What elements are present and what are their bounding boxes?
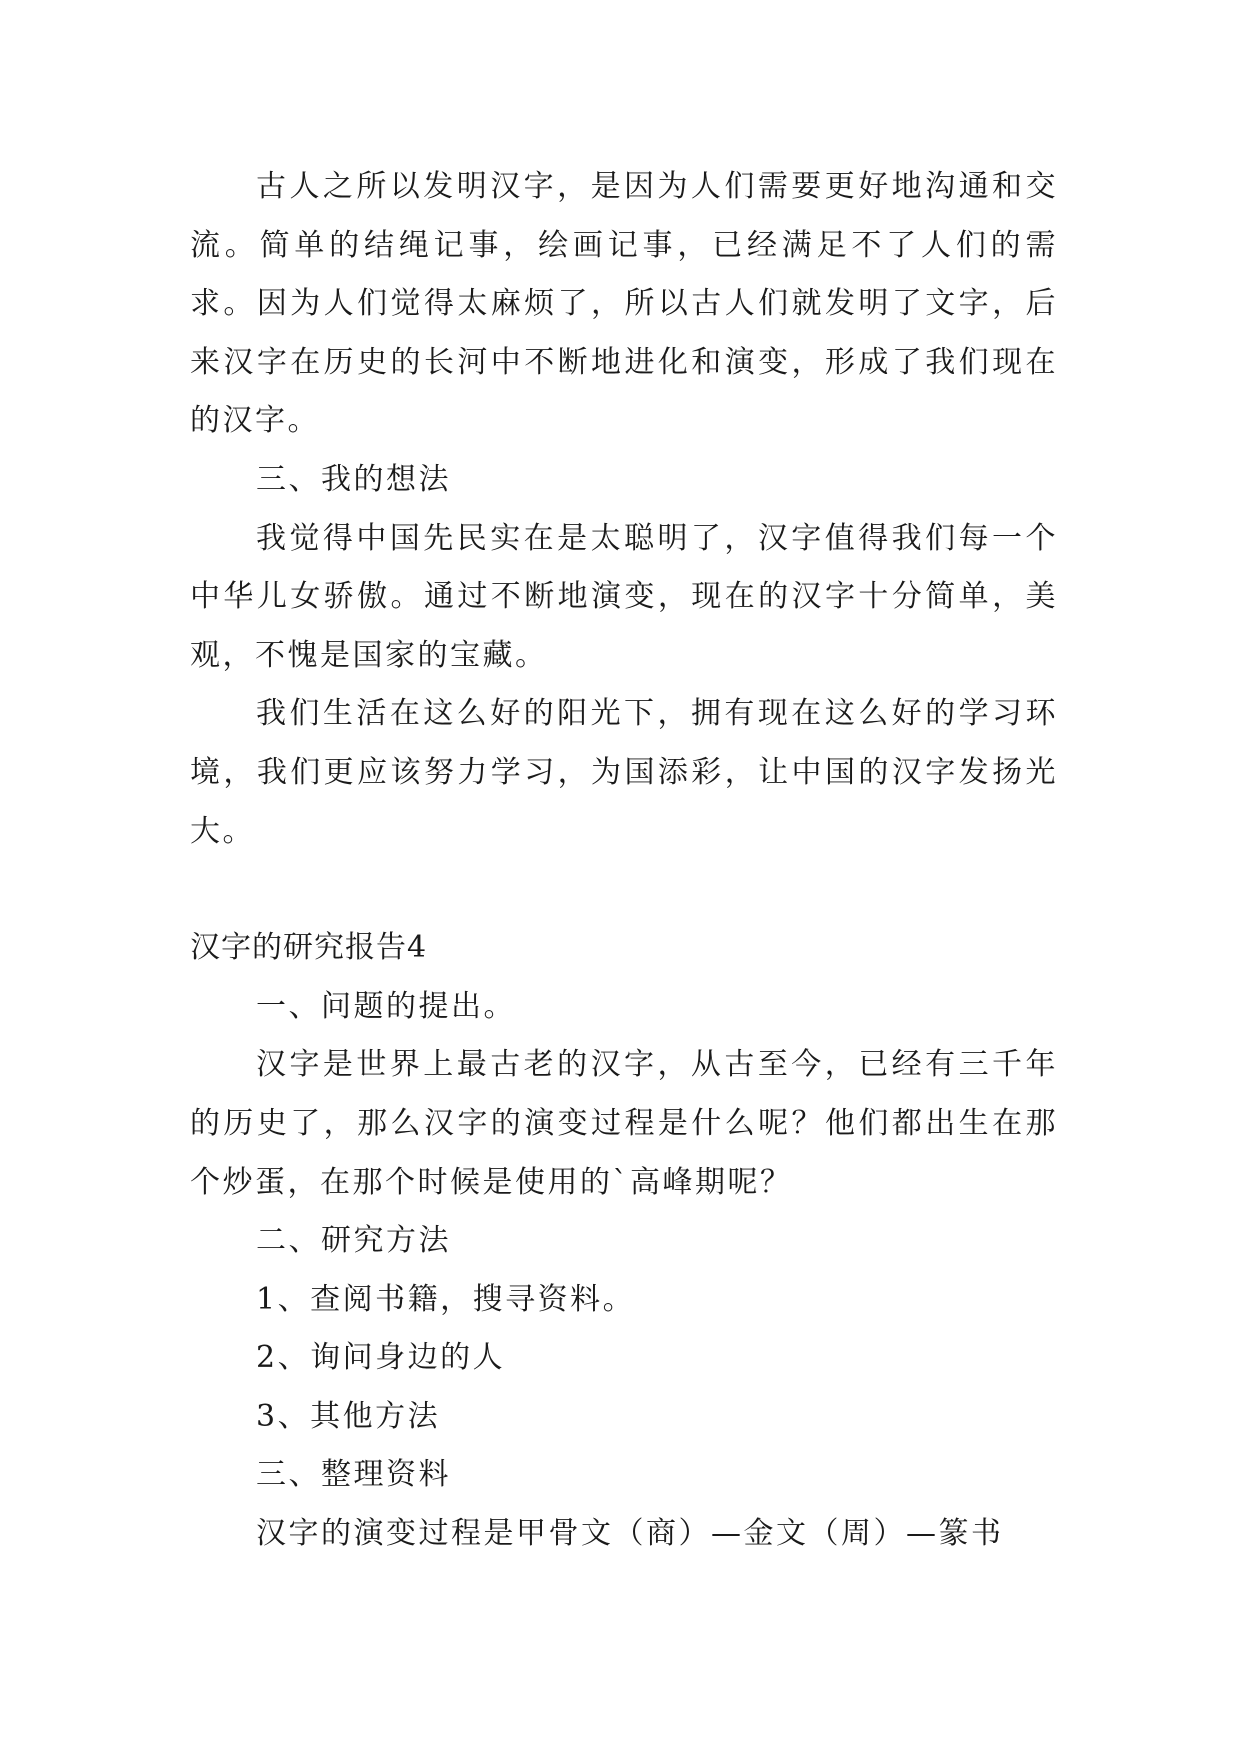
paragraph-question: 汉字是世界上最古老的汉字，从古至今，已经有三千年的历史了，那么汉字的演变过程是什么呢？他们都出生在那个炒蛋，在那个时候是使用的`高峰期呢？ bbox=[190, 1047, 1058, 1200]
method-item-1: 1、查阅书籍，搜寻资料。 bbox=[256, 1281, 636, 1317]
paragraph-evolution: 汉字的演变过程是甲骨文（商）—金文（周）—篆书 bbox=[256, 1516, 1004, 1552]
heading-research-method: 二、研究方法 bbox=[256, 1223, 451, 1259]
heading-organize-material: 三、整理资料 bbox=[256, 1457, 451, 1493]
document-body bbox=[190, 158, 1058, 1564]
paragraph-pride: 我觉得中国先民实在是太聪明了，汉字值得我们每一个中华儿女骄傲。通过不断地演变，现在的汉字十分简单，美观，不愧是国家的宝藏。 bbox=[190, 520, 1058, 673]
heading-question: 一、问题的提出。 bbox=[256, 988, 516, 1024]
method-item-2: 2、询问身边的人 bbox=[256, 1340, 506, 1376]
heading-my-thoughts: 三、我的想法 bbox=[256, 461, 451, 497]
report-title: 汉字的研究报告4 bbox=[190, 930, 428, 966]
method-item-3: 3、其他方法 bbox=[256, 1398, 441, 1434]
paragraph-study-hard: 我们生活在这么好的阳光下，拥有现在这么好的学习环境，我们更应该努力学习，为国添彩，让中国的汉字发扬光大。 bbox=[190, 696, 1058, 849]
paragraph-origin-of-characters: 古人之所以发明汉字，是因为人们需要更好地沟通和交流。简单的结绳记事，绘画记事，已经满足不了人们的需求。因为人们觉得太麻烦了，所以古人们就发明了文字，后来汉字在历史的长河中不断地进化和演变，形成了我们现在的汉字。 bbox=[190, 169, 1058, 439]
